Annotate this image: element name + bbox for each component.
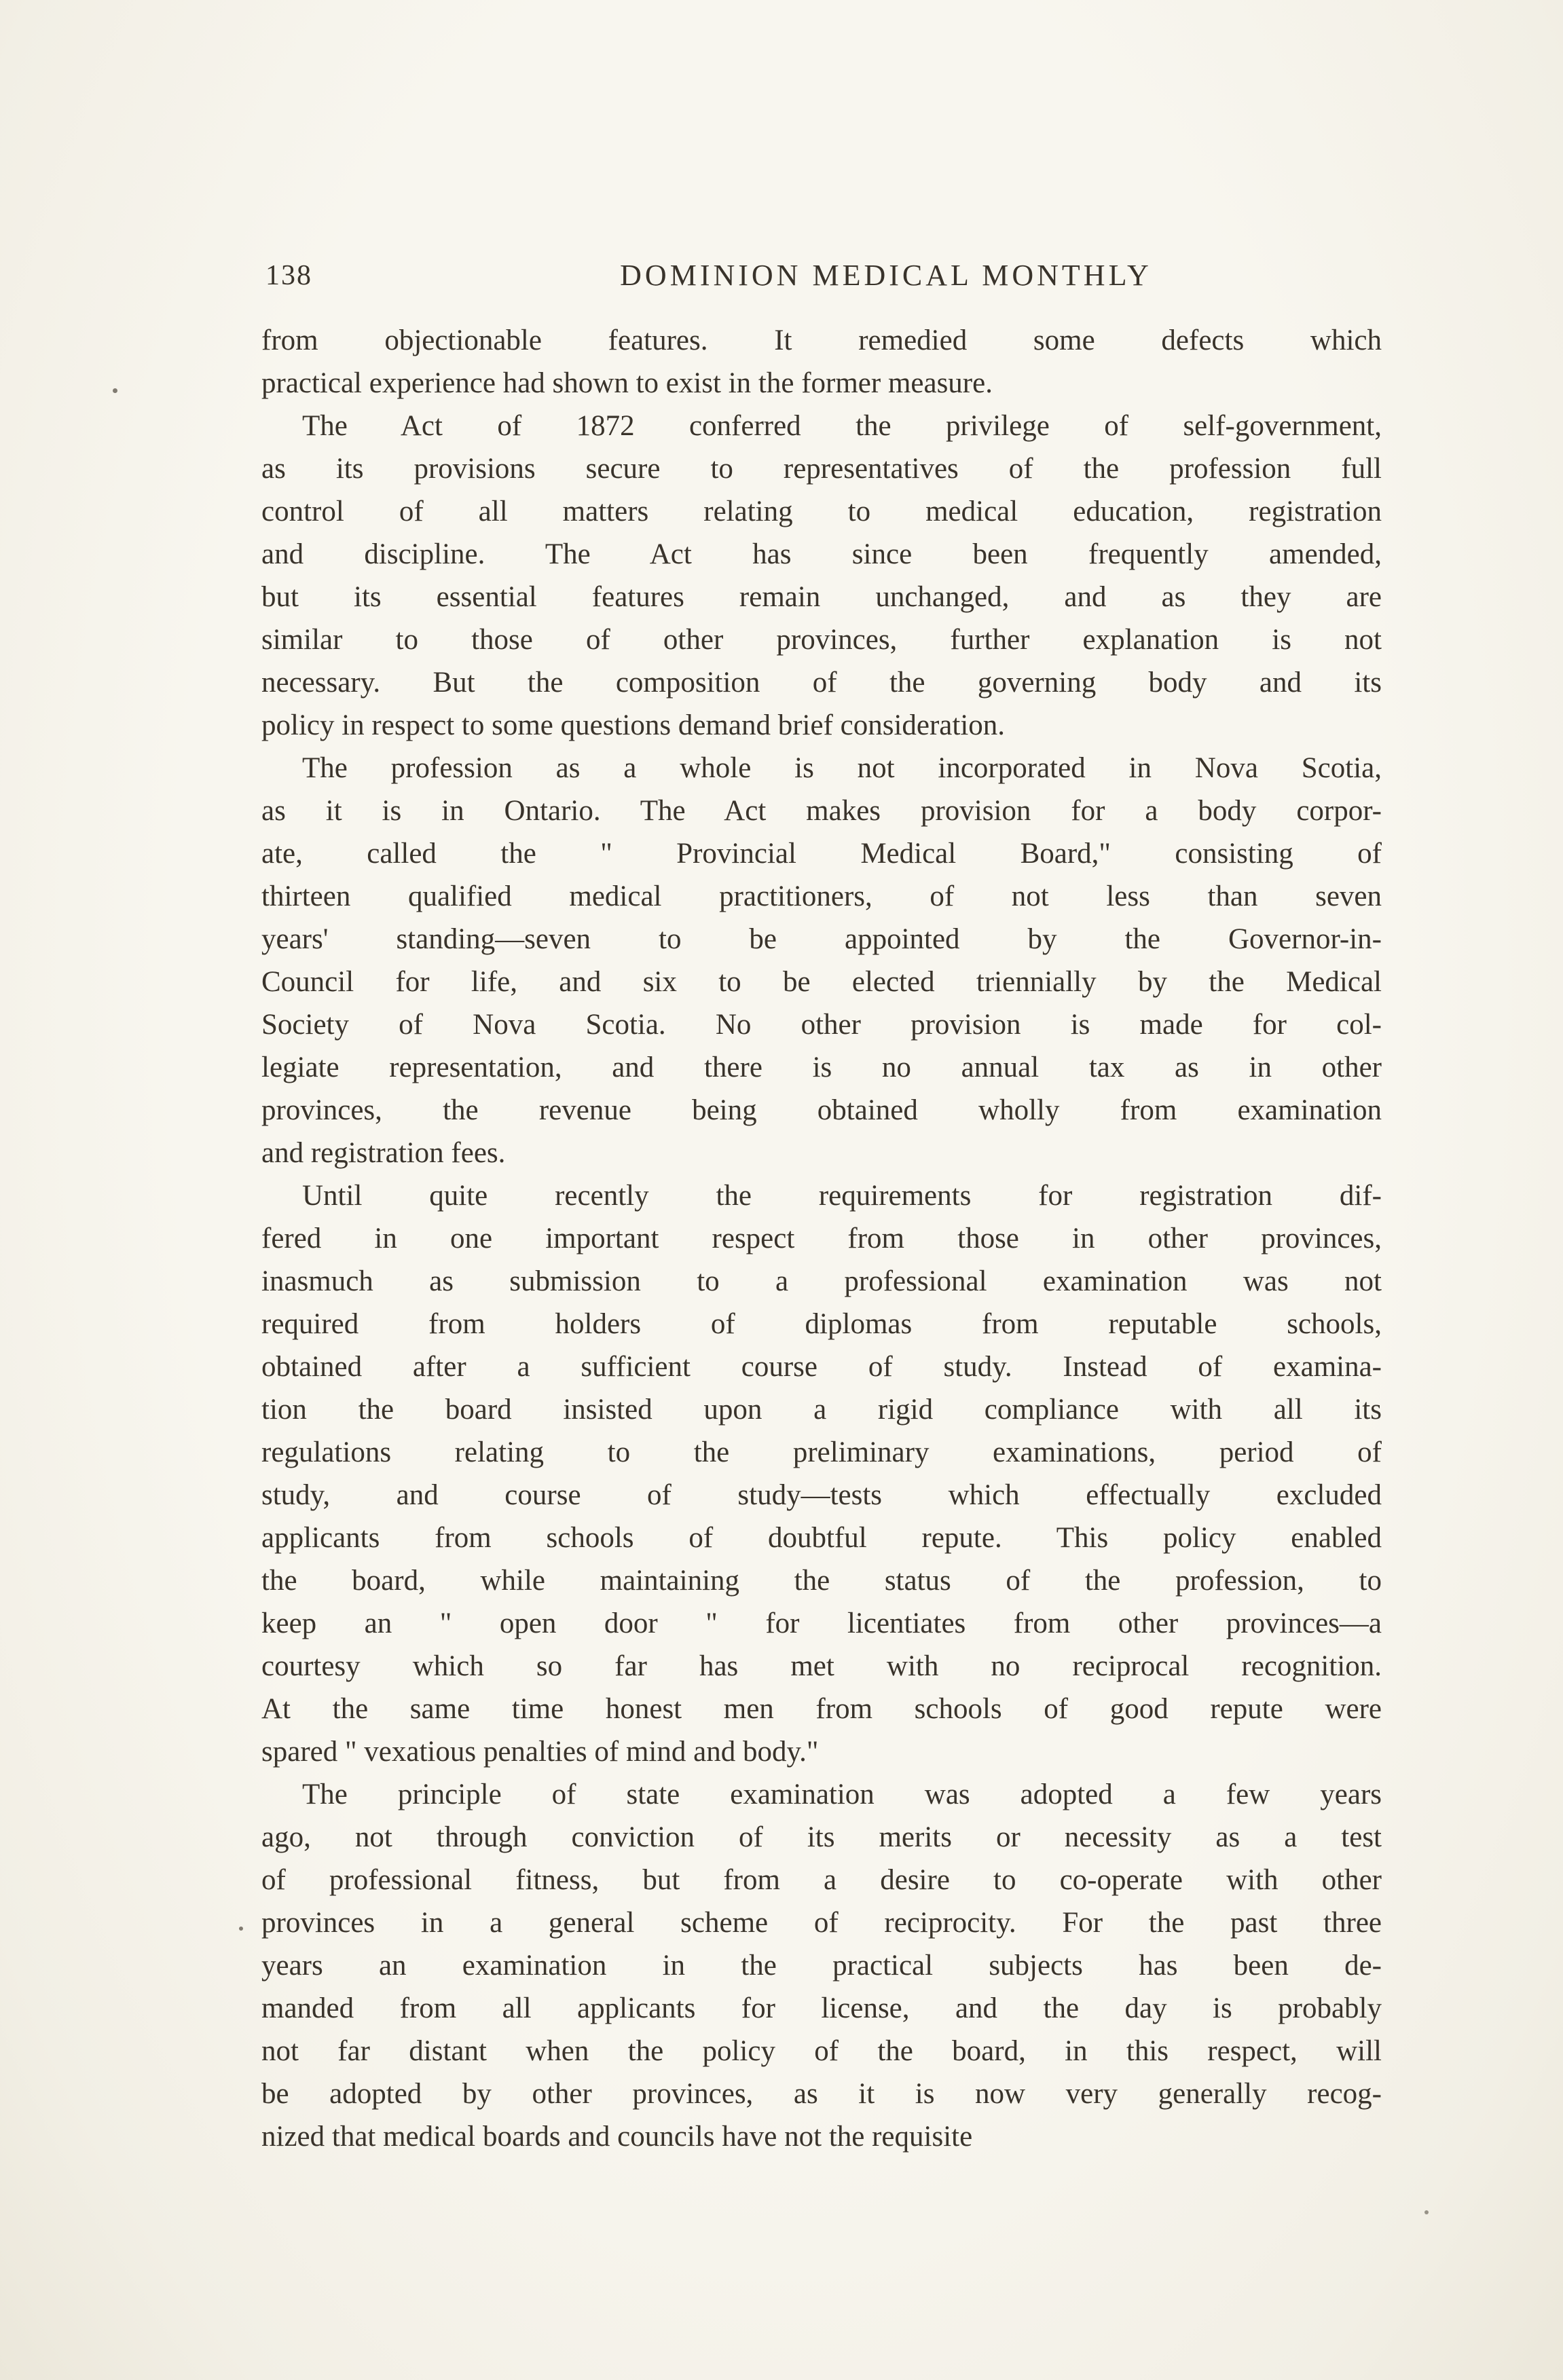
- text-line: provinces in a general scheme of reciprocity. For the past three: [261, 1907, 1382, 1939]
- text-line: The Act of 1872 conferred the privilege of self-government,: [302, 410, 1382, 442]
- text-line: control of all matters relating to medical education, registration: [261, 496, 1382, 527]
- text-line: from objectionable features. It remedied some defects which: [261, 324, 1382, 356]
- page-header: [261, 258, 1382, 305]
- text-line: The profession as a whole is not incorporated in Nova Scotia,: [302, 752, 1382, 784]
- text-line: Until quite recently the requirements for registration dif-: [302, 1180, 1382, 1212]
- scan-artifact-dot: [113, 388, 117, 393]
- paragraph: [261, 1773, 1382, 2158]
- text-line: manded from all applicants for license, and the day is probably: [261, 1992, 1382, 2024]
- text-line: spared " vexatious penalties of mind and body.": [261, 1736, 819, 1768]
- text-line: inasmuch as submission to a professional examination was not: [261, 1265, 1382, 1297]
- text-line: provinces, the revenue being obtained wholly from examination: [261, 1094, 1382, 1126]
- text-line: as it is in Ontario. The Act makes provision for a body corpor-: [261, 795, 1382, 827]
- text-line: practical experience had shown to exist in the former measure.: [261, 367, 993, 399]
- journal-title: DOMINION MEDICAL MONTHLY: [620, 259, 1152, 292]
- text-line: similar to those of other provinces, further explanation is not: [261, 624, 1382, 656]
- text-line: ate, called the " Provincial Medical Board," consisting of: [261, 838, 1382, 870]
- text-line: fered in one important respect from those in other provinces,: [261, 1223, 1382, 1254]
- text-line: necessary. But the composition of the governing body and its: [261, 667, 1382, 699]
- text-line: At the same time honest men from schools of good repute were: [261, 1693, 1382, 1725]
- page-number: 138: [265, 260, 312, 291]
- text-line: applicants from schools of doubtful repute. This policy enabled: [261, 1522, 1382, 1554]
- text-line: Council for life, and six to be elected triennially by the Medical: [261, 966, 1382, 998]
- text-line: policy in respect to some questions demand brief consideration.: [261, 709, 1006, 741]
- text-line: years' standing—seven to be appointed by the Governor-in-: [261, 923, 1382, 955]
- paragraph: [261, 319, 1382, 405]
- text-line: but its essential features remain unchanged, and as they are: [261, 581, 1382, 613]
- text-line: tion the board insisted upon a rigid compliance with all its: [261, 1394, 1382, 1426]
- text-line: regulations relating to the preliminary examinations, period of: [261, 1436, 1382, 1468]
- scan-artifact-dot: [1424, 2210, 1429, 2214]
- text-line: thirteen qualified medical practitioners, of not less than seven: [261, 880, 1382, 912]
- text-line: as its provisions secure to representatives of the profession full: [261, 453, 1382, 485]
- text-line: obtained after a sufficient course of study. Instead of examina-: [261, 1351, 1382, 1383]
- text-line: and discipline. The Act has since been frequently amended,: [261, 538, 1382, 570]
- text-line: ago, not through conviction of its merits or necessity as a test: [261, 1821, 1382, 1853]
- text-line: courtesy which so far has met with no reciprocal recognition.: [261, 1650, 1382, 1682]
- text-line: years an examination in the practical subjects has been de-: [261, 1950, 1382, 1982]
- page-body: [261, 319, 1382, 2158]
- text-line: legiate representation, and there is no annual tax as in other: [261, 1052, 1382, 1083]
- text-line: the board, while maintaining the status of the profession, to: [261, 1565, 1382, 1597]
- text-line: The principle of state examination was adopted a few years: [302, 1779, 1382, 1810]
- text-line: keep an " open door " for licentiates from other provinces—a: [261, 1607, 1382, 1639]
- paragraph: [261, 405, 1382, 747]
- paragraph: [261, 747, 1382, 1174]
- scan-artifact-dot: [239, 1927, 243, 1931]
- text-line: study, and course of study—tests which effectually excluded: [261, 1479, 1382, 1511]
- text-line: required from holders of diplomas from reputable schools,: [261, 1308, 1382, 1340]
- text-line: be adopted by other provinces, as it is now very generally recog-: [261, 2078, 1382, 2110]
- text-line: not far distant when the policy of the board, in this respect, will: [261, 2035, 1382, 2067]
- text-line: of professional fitness, but from a desire to co-operate with other: [261, 1864, 1382, 1896]
- paragraph: [261, 1174, 1382, 1773]
- text-line: and registration fees.: [261, 1137, 506, 1169]
- text-line: nized that medical boards and councils have not the requisite: [261, 2121, 973, 2153]
- text-line: Society of Nova Scotia. No other provision is made for col-: [261, 1009, 1382, 1041]
